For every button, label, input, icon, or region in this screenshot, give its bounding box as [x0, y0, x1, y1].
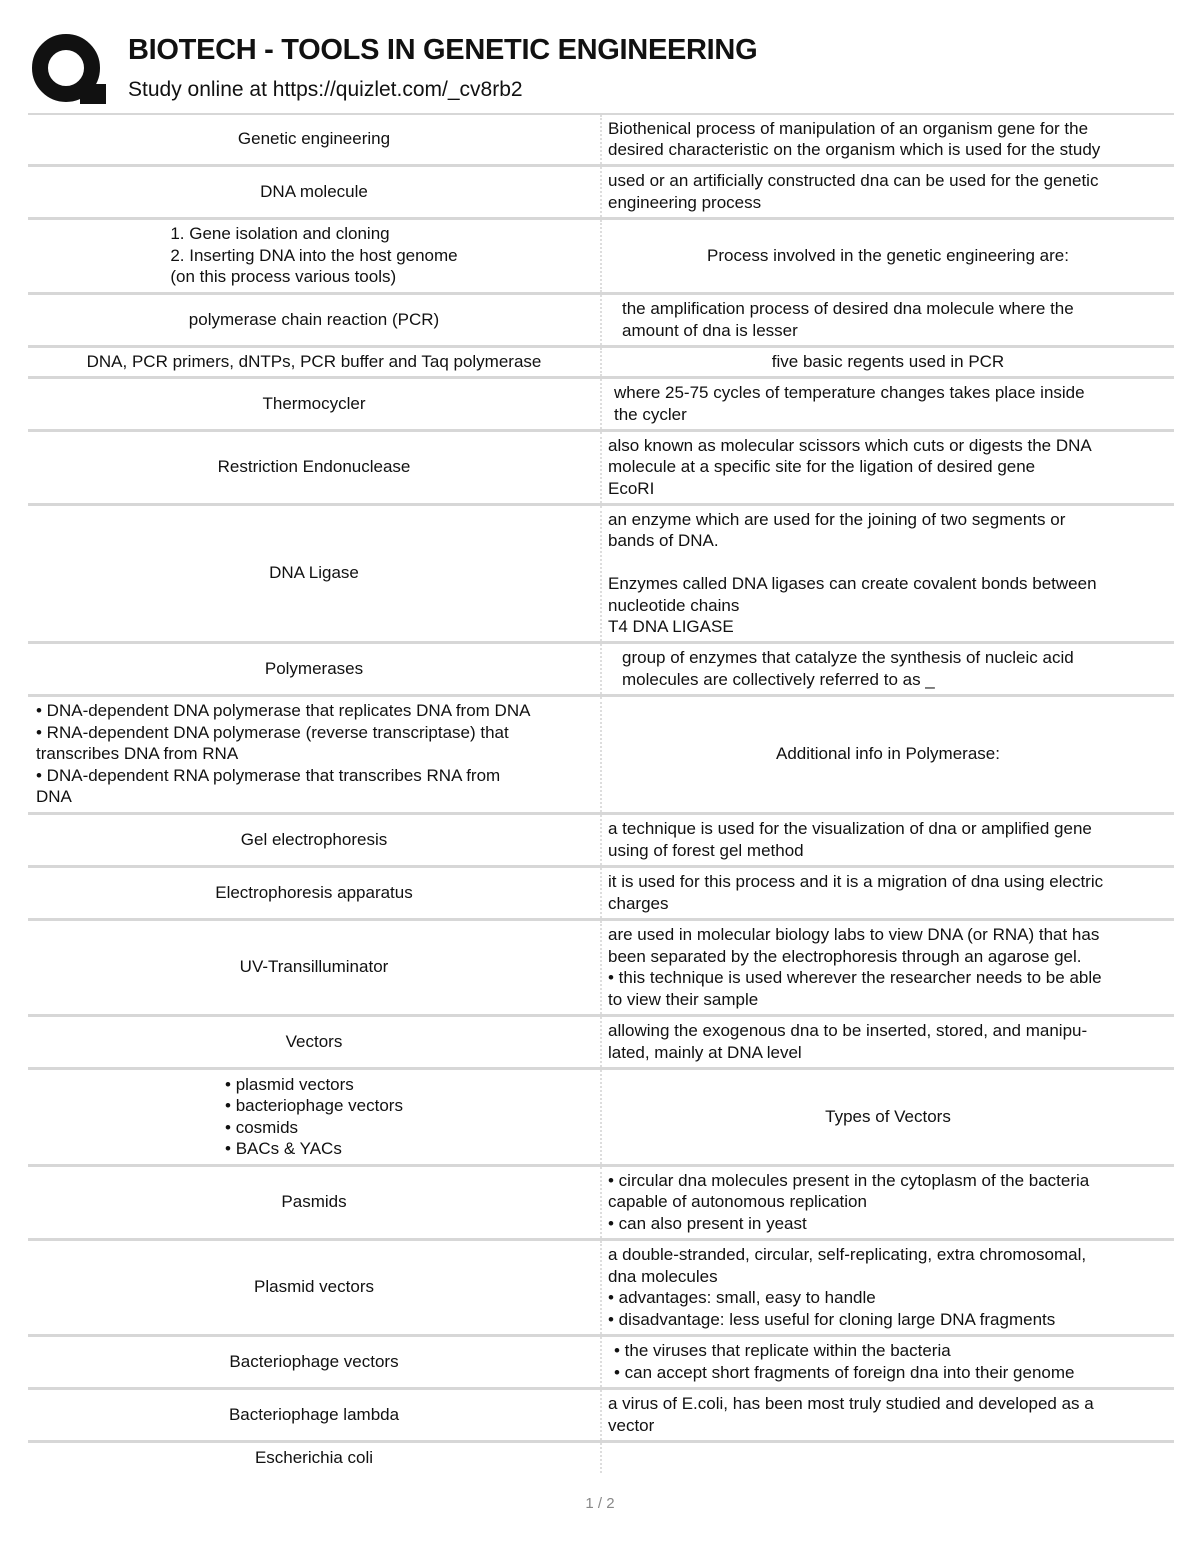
- definition-cell: [600, 815, 1174, 865]
- term-cell: [28, 220, 600, 292]
- definition-cell: [600, 220, 1174, 292]
- table-row: [28, 432, 1174, 506]
- table-row: [28, 115, 1174, 167]
- term-text: Plasmid vectors: [254, 1277, 374, 1297]
- definition-text: used or an artificially constructed dna can be used for the genetic engineering process: [608, 171, 1099, 212]
- definition-cell: [600, 644, 1174, 694]
- definition-text: the amplification process of desired dna molecule where the amount of dna is lesser: [622, 299, 1074, 340]
- definition-cell: [600, 167, 1174, 217]
- definition-text: where 25-75 cycles of temperature changes takes place inside the cycler: [614, 383, 1085, 424]
- table-row: [28, 1337, 1174, 1390]
- table-row: [28, 1167, 1174, 1241]
- page-header: [30, 28, 1180, 112]
- table-row: [28, 815, 1174, 868]
- term-text: Bacteriophage lambda: [228, 1404, 400, 1424]
- term-text: UV-Transilluminator: [239, 957, 389, 977]
- term-text: polymerase chain reaction (PCR): [188, 309, 440, 329]
- definition-text: a technique is used for the visualization of dna or amplified gene using of forest gel method: [608, 819, 1092, 860]
- table-row: [28, 697, 1174, 815]
- page-indicator: 1 / 2: [585, 1495, 615, 1512]
- definition-text: a virus of E.coli, has been most truly studied and developed as a vector: [608, 1394, 1094, 1435]
- term-cell: [28, 1443, 600, 1473]
- term-text: Pasmids: [281, 1192, 347, 1212]
- term-cell: [28, 921, 600, 1014]
- definition-text: it is used for this process and it is a migration of dna using electric charges: [608, 872, 1104, 913]
- term-text: Escherichia coli: [254, 1447, 374, 1467]
- term-text: DNA, PCR primers, dNTPs, PCR buffer and Taq polymerase: [86, 351, 542, 371]
- term-cell: [28, 1241, 600, 1334]
- page-title: BIOTECH - TOOLS IN GENETIC ENGINEERING: [128, 34, 758, 66]
- table-row: [28, 506, 1174, 644]
- definition-cell: [600, 1167, 1174, 1238]
- term-cell: [28, 697, 600, 812]
- term-cell: [28, 115, 600, 164]
- definition-text: a double-stranded, circular, self-replicating, extra chromosomal, dna molecules • advantages: small, easy to handle • disadvantage: less useful for cloning large DNA fragments: [608, 1245, 1087, 1329]
- term-text: Restriction Endonuclease: [217, 457, 411, 477]
- definition-cell: [600, 506, 1174, 641]
- definition-text: also known as molecular scissors which cuts or digests the DNA molecule at a specific site for the ligation of desired gene EcoRI: [608, 435, 1092, 498]
- definition-cell: [600, 115, 1174, 164]
- definition-text: group of enzymes that catalyze the synthesis of nucleic acid molecules are collectively referred to as _: [622, 648, 1074, 689]
- term-cell: [28, 1017, 600, 1067]
- definition-text: are used in molecular biology labs to view DNA (or RNA) that has been separated by the electrophoresis through an agarose gel. • this technique is used wherever the researcher needs to be able to view their sample: [608, 925, 1102, 1009]
- table-row: [28, 220, 1174, 295]
- table-row: [28, 1017, 1174, 1070]
- definition-cell: [600, 1017, 1174, 1067]
- definition-cell: [600, 379, 1174, 429]
- study-link[interactable]: Study online at https://quizlet.com/_cv8rb2: [128, 78, 523, 101]
- term-cell: [28, 1337, 600, 1387]
- term-cell: [28, 868, 600, 918]
- definition-text: • the viruses that replicate within the bacteria • can accept short fragments of foreign dna into their genome: [614, 1341, 1075, 1382]
- term-text: Bacteriophage vectors: [229, 1351, 399, 1371]
- term-cell: [28, 348, 600, 376]
- term-cell: [28, 506, 600, 641]
- definition-cell: [600, 295, 1174, 345]
- term-cell: [28, 644, 600, 694]
- term-text: DNA Ligase: [269, 563, 359, 583]
- definition-cell: [600, 348, 1174, 376]
- definition-cell: [600, 697, 1174, 812]
- term-text: Polymerases: [264, 658, 364, 678]
- term-text: Genetic engineering: [237, 129, 391, 149]
- definition-cell: [600, 1337, 1174, 1387]
- definition-cell: [600, 921, 1174, 1014]
- table-row: [28, 1241, 1174, 1337]
- term-text: Vectors: [285, 1031, 343, 1051]
- term-text: Gel electrophoresis: [240, 829, 388, 849]
- term-cell: [28, 295, 600, 345]
- term-text: 1. Gene isolation and cloning 2. Inserting DNA into the host genome (on this process various tools): [170, 224, 458, 287]
- term-cell: [28, 1070, 600, 1164]
- table-row: [28, 644, 1174, 697]
- flashcard-table: [28, 113, 1174, 1473]
- table-row: [28, 348, 1174, 379]
- definition-cell: [600, 1241, 1174, 1334]
- term-cell: [28, 815, 600, 865]
- table-row: [28, 167, 1174, 220]
- term-text: Electrophoresis apparatus: [215, 882, 413, 902]
- definition-text: an enzyme which are used for the joining of two segments or bands of DNA. Enzymes called DNA ligases can create covalent bonds between nucleotide chains T4 DNA LIGASE: [608, 509, 1097, 636]
- term-text: DNA molecule: [260, 181, 368, 201]
- definition-text: • circular dna molecules present in the cytoplasm of the bacteria capable of autonomous replication • can also present in yeast: [608, 1170, 1090, 1233]
- term-cell: [28, 1167, 600, 1238]
- definition-cell: [600, 1070, 1174, 1164]
- definition-text: Additional info in Polymerase:: [776, 744, 1000, 764]
- term-cell: [28, 432, 600, 503]
- definition-cell: [600, 1390, 1174, 1440]
- term-text: Thermocycler: [262, 393, 366, 413]
- term-cell: [28, 167, 600, 217]
- definition-cell: [600, 1443, 1174, 1473]
- table-row: [28, 1443, 1174, 1473]
- definition-text: Process involved in the genetic engineering are:: [707, 245, 1069, 265]
- table-row: [28, 1390, 1174, 1443]
- definition-cell: [600, 868, 1174, 918]
- definition-cell: [600, 432, 1174, 503]
- table-row: [28, 868, 1174, 921]
- definition-text: five basic regents used in PCR: [771, 351, 1005, 371]
- quizlet-logo-icon: [30, 30, 108, 108]
- definition-text: Types of Vectors: [825, 1106, 951, 1126]
- term-cell: [28, 379, 600, 429]
- definition-text: Biothenical process of manipulation of an organism gene for the desired characteristic on the organism which is used for the study: [608, 118, 1101, 159]
- table-row: [28, 295, 1174, 348]
- term-text: • plasmid vectors • bacteriophage vectors • cosmids • BACs & YACs: [225, 1074, 403, 1158]
- term-cell: [28, 1390, 600, 1440]
- table-row: [28, 921, 1174, 1017]
- term-text: • DNA-dependent DNA polymerase that replicates DNA from DNA • RNA-dependent DNA polymerase (reverse transcriptase) that transcribes DNA from RNA • DNA-dependent RNA polymerase that transcribes RNA from DNA: [36, 701, 531, 807]
- definition-text: allowing the exogenous dna to be inserted, stored, and manipu- lated, mainly at DNA level: [608, 1021, 1088, 1062]
- table-row: [28, 379, 1174, 432]
- table-row: [28, 1070, 1174, 1167]
